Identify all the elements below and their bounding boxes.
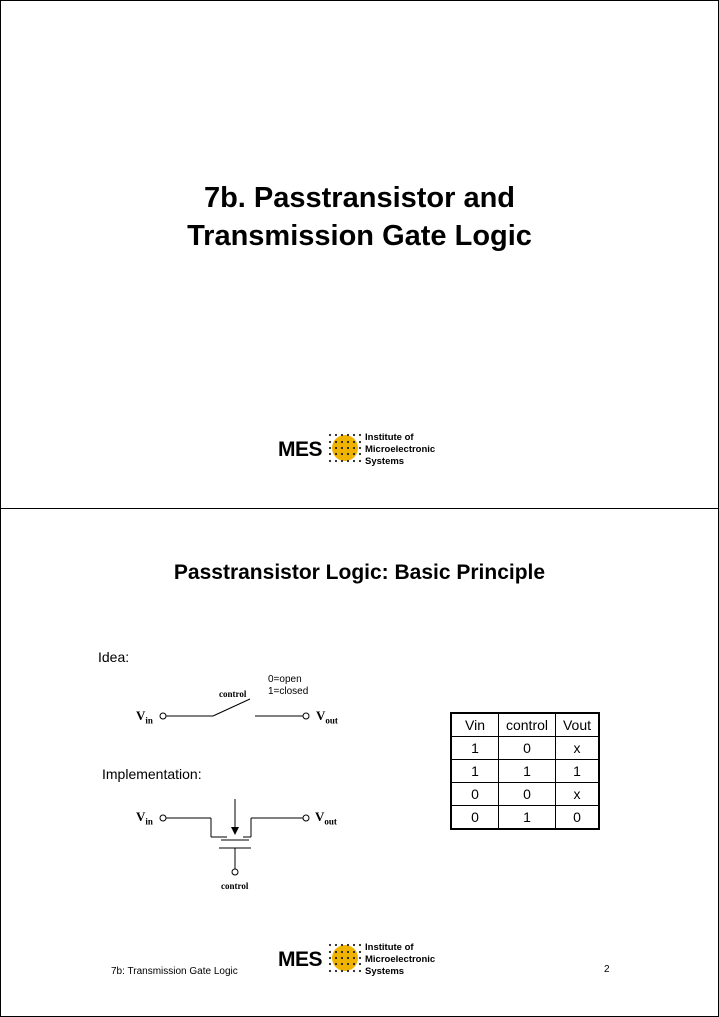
cell-vout: x [556,737,600,760]
institute-line-2: Microelectronic [365,444,436,455]
slide2-title: Passtransistor Logic: Basic Principle [173,561,546,584]
vout-main: V [316,708,326,723]
cell-control: 0 [499,783,556,806]
vout-main-2: V [315,809,325,824]
mes-logo [278,431,448,471]
cell-vin: 0 [451,783,499,806]
implementation-label: Implementation: [102,766,202,782]
circuit-diagram [1,509,718,1016]
vout-sub-2: out [324,816,337,827]
switch-control-label: control [219,689,247,699]
institute-line-1: Institute of [365,942,414,953]
vout-sub: out [325,715,338,726]
cell-control: 1 [499,760,556,783]
institute-name [365,432,435,468]
vin-sub: in [145,715,153,726]
switch-symbol [160,699,309,719]
table-row [451,783,599,806]
institute-line-3: Systems [365,456,405,467]
table-row [451,737,599,760]
title-line-1: 7b. Passtransistor and [203,182,516,214]
institute-line-3: Systems [365,966,405,977]
substrate-arrow-icon [231,827,239,835]
table-row [451,760,599,783]
vin-main-2: V [136,809,146,824]
mes-logo-footer [278,941,448,981]
cell-vin: 0 [451,806,499,830]
mes-dot-grid-icon [327,431,363,465]
vin-sub-2: in [145,816,153,827]
legend-closed: 1=closed [268,686,309,697]
cell-control: 1 [499,806,556,830]
cell-control: 0 [499,737,556,760]
mes-brand-text: MES [278,948,323,971]
institute-name [365,942,435,978]
title-line-2: Transmission Gate Logic [187,220,532,252]
transistor-control-label: control [221,881,249,891]
header-control: control [499,713,556,737]
mes-brand-text: MES [278,438,323,461]
header-vout: Vout [556,713,600,737]
institute-line-2: Microelectronic [365,954,436,965]
cell-vin: 1 [451,737,499,760]
slide-title-heading [1,179,718,255]
footer-left: 7b: Transmission Gate Logic [111,966,238,977]
table-row [451,806,599,830]
truth-table-header-row [451,713,599,737]
cell-vout: 0 [556,806,600,830]
cell-vin: 1 [451,760,499,783]
vin-main: V [136,708,146,723]
slide-passtransistor [0,508,719,1017]
page-number: 2 [604,964,610,975]
legend-open: 0=open [268,674,302,685]
institute-line-1: Institute of [365,432,414,443]
cell-vout: x [556,783,600,806]
nmos-transistor-symbol [160,799,309,875]
header-vin: Vin [451,713,499,737]
truth-table [450,712,600,830]
cell-vout: 1 [556,760,600,783]
idea-label: Idea: [98,649,130,665]
mes-dot-grid-icon [327,941,363,975]
